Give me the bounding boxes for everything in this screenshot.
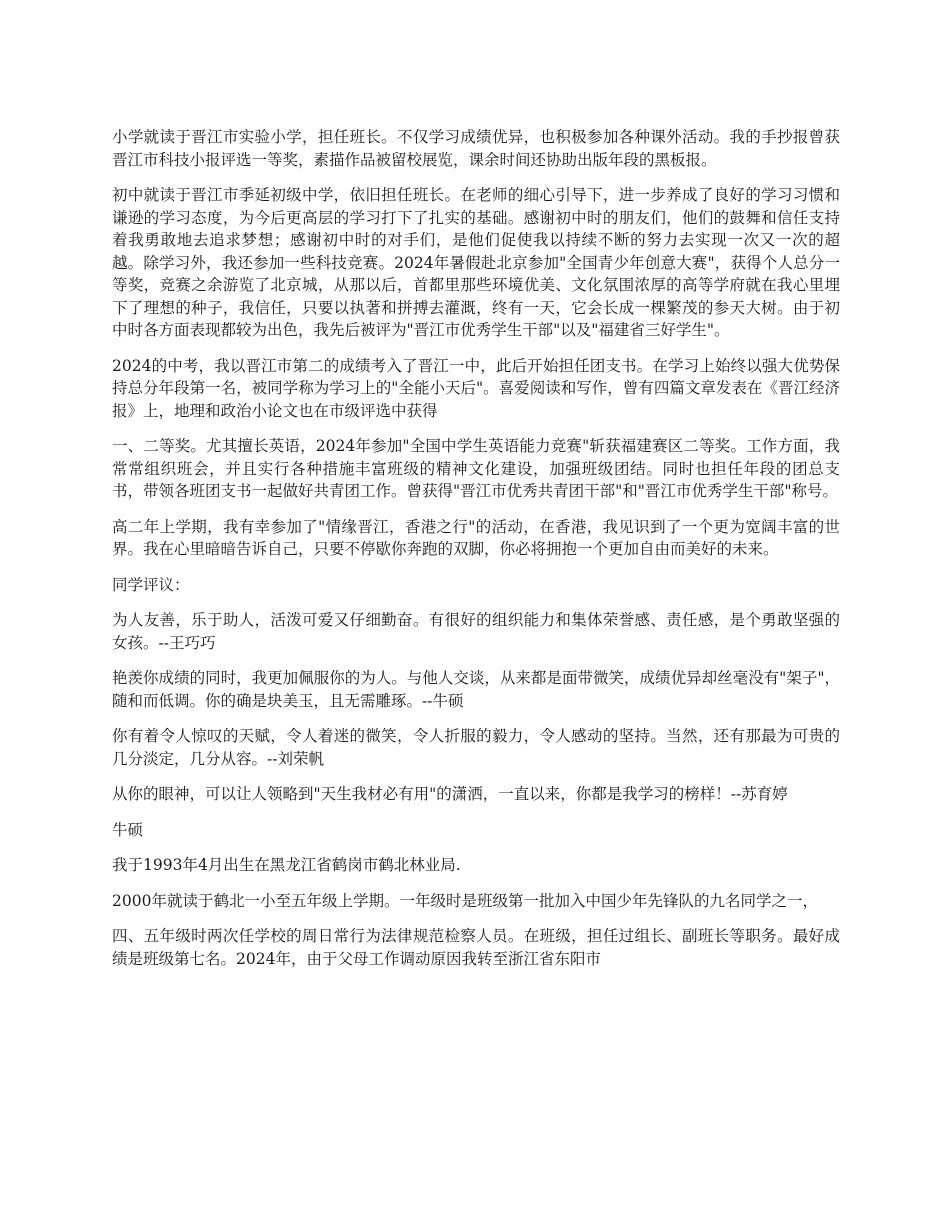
paragraph-birth: 我于1993年4月出生在黑龙江省鹤岗市鹤北林业局. [112,856,461,874]
paragraph-grades-4-5: 四、五年级时两次任学校的周日常行为法律规范检察人员。在班级，担任过组长、副班长等职务。最好成绩是班级第七名。2024年，由于父母工作调动原因我转至浙江省东阳市 [112,927,840,968]
paragraph-high-school: 2024的中考，我以晋江市第二的成绩考入了晋江一中，此后开始担任团支书。在学习上始终以强大优势保持总分年段第一名，被同学称为学习上的"全能小天后"。喜爱阅读和写作，曾有四篇文章发表在《晋江经济报》上，地理和政治小论文也在市级评选中获得 [112,356,840,420]
paragraph-awards-work: 一、二等奖。尤其擅长英语，2024年参加"全国中学生英语能力竞赛"斩获福建赛区二等奖。工作方面，我常常组织班会，并且实行各种措施丰富班级的精神文化建设，加强班级团结。同时也担任年段的团总支书，带领各班团支书一起做好共青团工作。曾获得"晋江市优秀共青团干部"和"晋江市优秀学生干部"称号。 [112,437,840,500]
peer-comment-2: 艳羡你成绩的同时，我更加佩服你的为人。与他人交谈，从来都是面带微笑，成绩优异却丝毫没有"架子"，随和而低调。你的确是块美玉，且无需雕琢。--牛硕 [112,669,840,710]
peer-comment-3: 你有着令人惊叹的天赋，令人着迷的微笑，令人折服的毅力，令人感动的坚持。当然，还有那最为可贵的几分淡定，几分从容。--刘荣帆 [112,727,840,768]
paragraph-hong-kong-trip: 高二年上学期，我有幸参加了"情缘晋江，香港之行"的活动，在香港，我见识到了一个更为宽阔丰富的世界。我在心里暗暗告诉自己，只要不停歇你奔跑的双脚，你必将拥抱一个更加自由而美好的未来。 [112,517,840,558]
section-heading-peer-review: 同学评议： [112,575,190,594]
document-body [112,126,840,983]
peer-comment-4: 从你的眼神，可以让人领略到"天生我材必有用"的潇洒，一直以来，你都是我学习的榜样！--苏育婷 [112,785,788,803]
paragraph-elementary: 2000年就读于鹤北一小至五年级上学期。一年级时是班级第一批加入中国少年先锋队的九名同学之一， [112,891,818,910]
paragraph-middle-school: 初中就读于晋江市季延初级中学，依旧担任班长。在老师的细心引导下，进一步养成了良好的学习习惯和谦逊的学习态度，为今后更高层的学习打下了扎实的基础。感谢初中时的朋友们，他们的鼓舞和信任支持着我勇敢地去追求梦想；感谢初中时的对手们，是他们促使我以持续不断的努力去实现一次又一次的超越。除学习外，我还参加一些科技竞赛。2024年暑假赴北京参加"全国青少年创意大赛"，获得个人总分一等奖，竞赛之余游览了北京城，从那以后，首都里那些环境优美、文化氛围浓厚的高等学府就在我心里埋下了理想的种子，我信任，只要以执著和拼搏去灌溉，终有一天，它会长成一棵繁茂的参天大树。由于初中时各方面表现都较为出色，我先后被评为"晋江市优秀学生干部"以及"福建省三好学生"。 [112,186,840,339]
peer-comment-1: 为人友善，乐于助人，活泼可爱又仔细勤奋。有很好的组织能力和集体荣誉感、责任感，是个勇敢坚强的女孩。--王巧巧 [112,611,840,652]
section-heading-name: 牛硕 [112,820,144,839]
paragraph-primary-school: 小学就读于晋江市实验小学，担任班长。不仅学习成绩优异，也积极参加各种课外活动。我的手抄报曾获晋江市科技小报评选一等奖，素描作品被留校展览，课余时间还协助出版年段的黑板报。 [112,128,840,169]
